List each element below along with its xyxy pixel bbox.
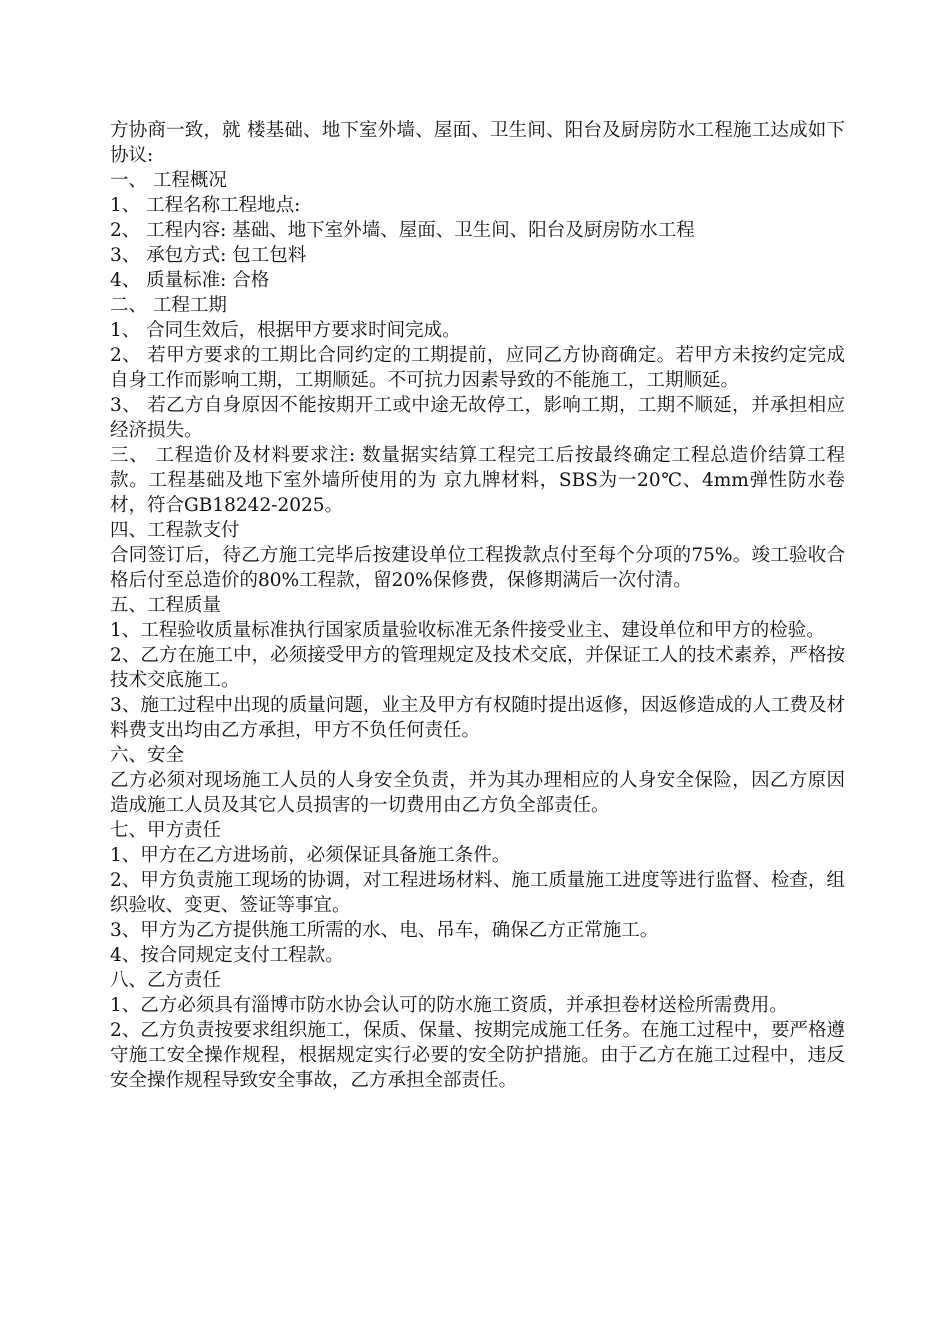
- clause-party-a-3: 3、甲方为乙方提供施工所需的水、电、吊车，确保乙方正常施工。: [110, 920, 659, 941]
- clause-schedule-3: 3、 若乙方自身原因不能按期开工或中途无故停工，影响工期，工期不顺延，并承担相应经济损失。: [110, 395, 845, 441]
- clause-quality-standard: 4、 质量标准: 合格: [110, 270, 270, 291]
- clause-party-a-1: 1、甲方在乙方进场前，必须保证具备施工条件。: [110, 845, 511, 866]
- clause-party-a-4: 4、按合同规定支付工程款。: [110, 945, 344, 966]
- clause-quality-3: 3、施工过程中出现的质量问题，业主及甲方有权随时提出返修，因返修造成的人工费及材料费支出均由乙方承担，甲方不负任何责任。: [110, 695, 845, 741]
- section-heading-safety: 六、安全: [110, 745, 185, 766]
- section-heading-party-b: 八、乙方责任: [110, 970, 222, 991]
- clause-schedule-2: 2、 若甲方要求的工期比合同约定的工期提前，应同乙方协商确定。若甲方未按约定完成自身工作而影响工期，工期顺延。不可抗力因素导致的不能施工，工期顺延。: [110, 345, 845, 391]
- clause-party-b-1: 1、乙方必须具有淄博市防水协会认可的防水施工资质，并承担卷材送检所需费用。: [110, 995, 788, 1016]
- clause-quality-1: 1、工程验收质量标准执行国家质量验收标准无条件接受业主、建设单位和甲方的检验。: [110, 620, 825, 641]
- section-heading-quality: 五、工程质量: [110, 595, 222, 616]
- section-cost-materials: 三、 工程造价及材料要求注: 数量据实结算工程完工后按最终确定工程总造价结算工程款。工程基础及地下室外墙所使用的为 京九牌材料，SBS为一20℃、4mm弹性防水卷材，符合GB18242-2025。: [110, 445, 845, 516]
- document-body: [110, 118, 845, 1093]
- clause-safety: 乙方必须对现场施工人员的人身安全负责，并为其办理相应的人身安全保险，因乙方原因造成施工人员及其它人员损害的一切费用由乙方负全部责任。: [110, 770, 845, 816]
- clause-contract-mode: 3、 承包方式: 包工包料: [110, 245, 307, 266]
- clause-project-content: 2、 工程内容: 基础、地下室外墙、屋面、卫生间、阳台及厨房防水工程: [110, 220, 695, 241]
- clause-project-name: 1、 工程名称工程地点:: [110, 195, 301, 216]
- section-heading-party-a: 七、甲方责任: [110, 820, 222, 841]
- clause-quality-2: 2、乙方在施工中，必须接受甲方的管理规定及技术交底，并保证工人的技术素养，严格按技术交底施工。: [110, 645, 845, 691]
- section-heading-payment: 四、工程款支付: [110, 520, 240, 541]
- section-heading-overview: 一、 工程概况: [110, 170, 227, 191]
- section-heading-schedule: 二、 工程工期: [110, 295, 227, 316]
- clause-party-a-2: 2、甲方负责施工现场的协调，对工程进场材料、施工质量施工进度等进行监督、检查，组织验收、变更、签证等事宜。: [110, 870, 845, 916]
- clause-party-b-2: 2、乙方负责按要求组织施工，保质、保量、按期完成施工任务。在施工过程中，要严格遵守施工安全操作规程，根据规定实行必要的安全防护措施。由于乙方在施工过程中，违反安全操作规程导致安全事故，乙方承担全部责任。: [110, 1020, 845, 1091]
- clause-schedule-1: 1、 合同生效后，根据甲方要求时间完成。: [110, 320, 461, 341]
- clause-payment: 合同签订后，待乙方施工完毕后按建设单位工程拨款点付至每个分项的75%。竣工验收合格后付至总造价的80%工程款，留20%保修费，保修期满后一次付清。: [110, 545, 845, 591]
- intro-paragraph: 方协商一致，就 楼基础、地下室外墙、屋面、卫生间、阳台及厨房防水工程施工达成如下协议:: [110, 120, 845, 166]
